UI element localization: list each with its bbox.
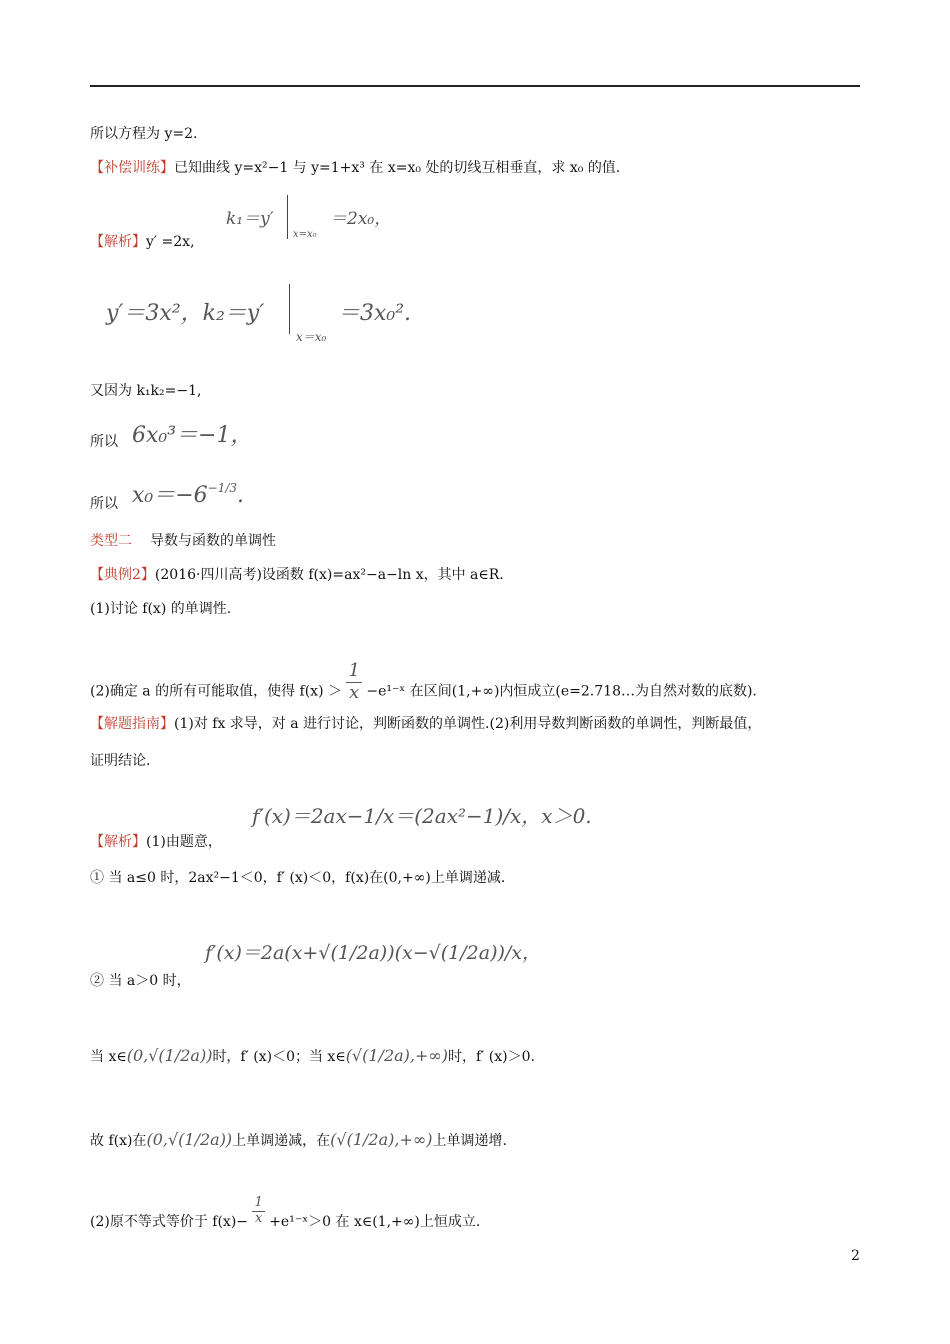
eval-bar <box>287 195 288 239</box>
solution-line <box>90 832 222 852</box>
text-part: 时，f′ (x)＞0. <box>447 1049 535 1065</box>
section-title: 导数与函数的单调性 <box>150 533 276 549</box>
text-part: 上单调递增. <box>432 1133 507 1149</box>
header-rule <box>90 85 860 87</box>
formula-x0-end: . <box>237 483 245 508</box>
formula-derivative: f′(x)＝2ax−1/x＝(2ax²−1)/x，x＞0. <box>252 804 592 828</box>
exercise-statement <box>90 158 620 178</box>
text-part: 时，f′ (x)＜0；当 x∈ <box>212 1049 346 1065</box>
text-line: 所以 <box>90 434 118 450</box>
exercise-tag: 【补偿训练】 <box>90 160 174 176</box>
case-2: ② 当 a＞0 时， <box>90 973 191 989</box>
section-tag: 类型二 <box>90 533 132 549</box>
example-text: (2016·四川高考)设函数 f(x)=ax²−a−ln x，其中 a∈R. <box>154 567 504 583</box>
example-statement <box>90 565 504 585</box>
formula-k1-lhs: k₁＝y′ <box>226 209 274 229</box>
formula-k2-sub: x＝x₀ <box>296 330 327 344</box>
page-number: 2 <box>851 1248 860 1264</box>
formula-derivative-factored: f′(x)＝2a(x+√(1/2a))(x−√(1/2a))/x， <box>205 942 542 964</box>
interval-1: (0,√(1/2a)) <box>146 1130 233 1149</box>
text-part: 故 f(x)在 <box>90 1133 147 1149</box>
solution-text: y′ =2x, <box>146 234 195 250</box>
text-part: (2)确定 a 的所有可能取值，使得 f(x) ＞ <box>90 683 342 700</box>
hint-tag: 【解题指南】 <box>90 716 174 732</box>
interval-2: (√(1/2a),+∞) <box>330 1130 433 1149</box>
text-part: (2)原不等式等价于 f(x)− <box>90 1213 249 1230</box>
text-line: 所以方程为 y=2. <box>90 126 198 142</box>
formula-k2-rhs: ＝3x₀². <box>338 301 412 326</box>
case-1: ① 当 a≤0 时，2ax²−1＜0，f′ (x)＜0，f(x)在(0,+∞)上单调递减. <box>90 870 506 886</box>
formula-x0-exp: −1/3 <box>207 481 238 495</box>
text-part: +e¹⁻ˣ＞0 在 x∈(1,+∞)上恒成立. <box>269 1213 481 1230</box>
formula-x0 <box>132 478 244 509</box>
text-line: 又因为 k₁k₂=−1, <box>90 383 202 399</box>
exercise-text: 已知曲线 y=x²−1 与 y=1+x³ 在 x=x₀ 处的切线互相垂直，求 x₀ 的值. <box>174 160 621 176</box>
text-line: 所以 <box>90 496 118 512</box>
hint-line <box>90 714 761 734</box>
section-heading <box>90 531 276 551</box>
formula-k1-sub: x=x₀ <box>293 229 317 240</box>
interval-1: (0,√(1/2a)) <box>126 1046 213 1065</box>
fraction: $\frac{1}{x}$ <box>348 660 360 703</box>
solution-line <box>90 232 195 252</box>
solution-tag: 【解析】 <box>90 834 146 850</box>
interval-line <box>90 1046 535 1067</box>
interval-2: (√(1/2a),+∞) <box>345 1046 448 1065</box>
hint-line-2: 证明结论. <box>90 753 151 769</box>
formula-x0-base: x₀＝−6 <box>132 483 208 508</box>
text-part: 当 x∈ <box>90 1049 127 1065</box>
formula-k2-lhs: y′＝3x²，k₂＝y′ <box>106 301 265 326</box>
text-line <box>90 661 757 703</box>
text-part: 上单调递减，在 <box>232 1133 331 1149</box>
fraction: $\frac{1}{x}$ <box>254 1195 263 1226</box>
example-tag: 【典例2】 <box>90 567 155 583</box>
solution-tag: 【解析】 <box>90 234 146 250</box>
monotonic-line <box>90 1130 507 1151</box>
text-line <box>90 1196 480 1232</box>
hint-text: (1)对 fx 求导，对 a 进行讨论，判断函数的单调性.(2)利用导数判断函数的单调性，判断最值， <box>174 716 762 732</box>
text-part: −e¹⁻ˣ 在区间(1,+∞)内恒成立(e=2.718…为自然对数的底数). <box>366 683 757 700</box>
formula-k1-rhs: ＝2x₀， <box>330 209 392 229</box>
eval-bar <box>289 284 290 334</box>
formula-cubic: 6x₀³＝−1， <box>132 423 253 448</box>
solution-text: (1)由题意， <box>146 834 222 850</box>
text-line: (1)讨论 f(x) 的单调性. <box>90 601 232 617</box>
